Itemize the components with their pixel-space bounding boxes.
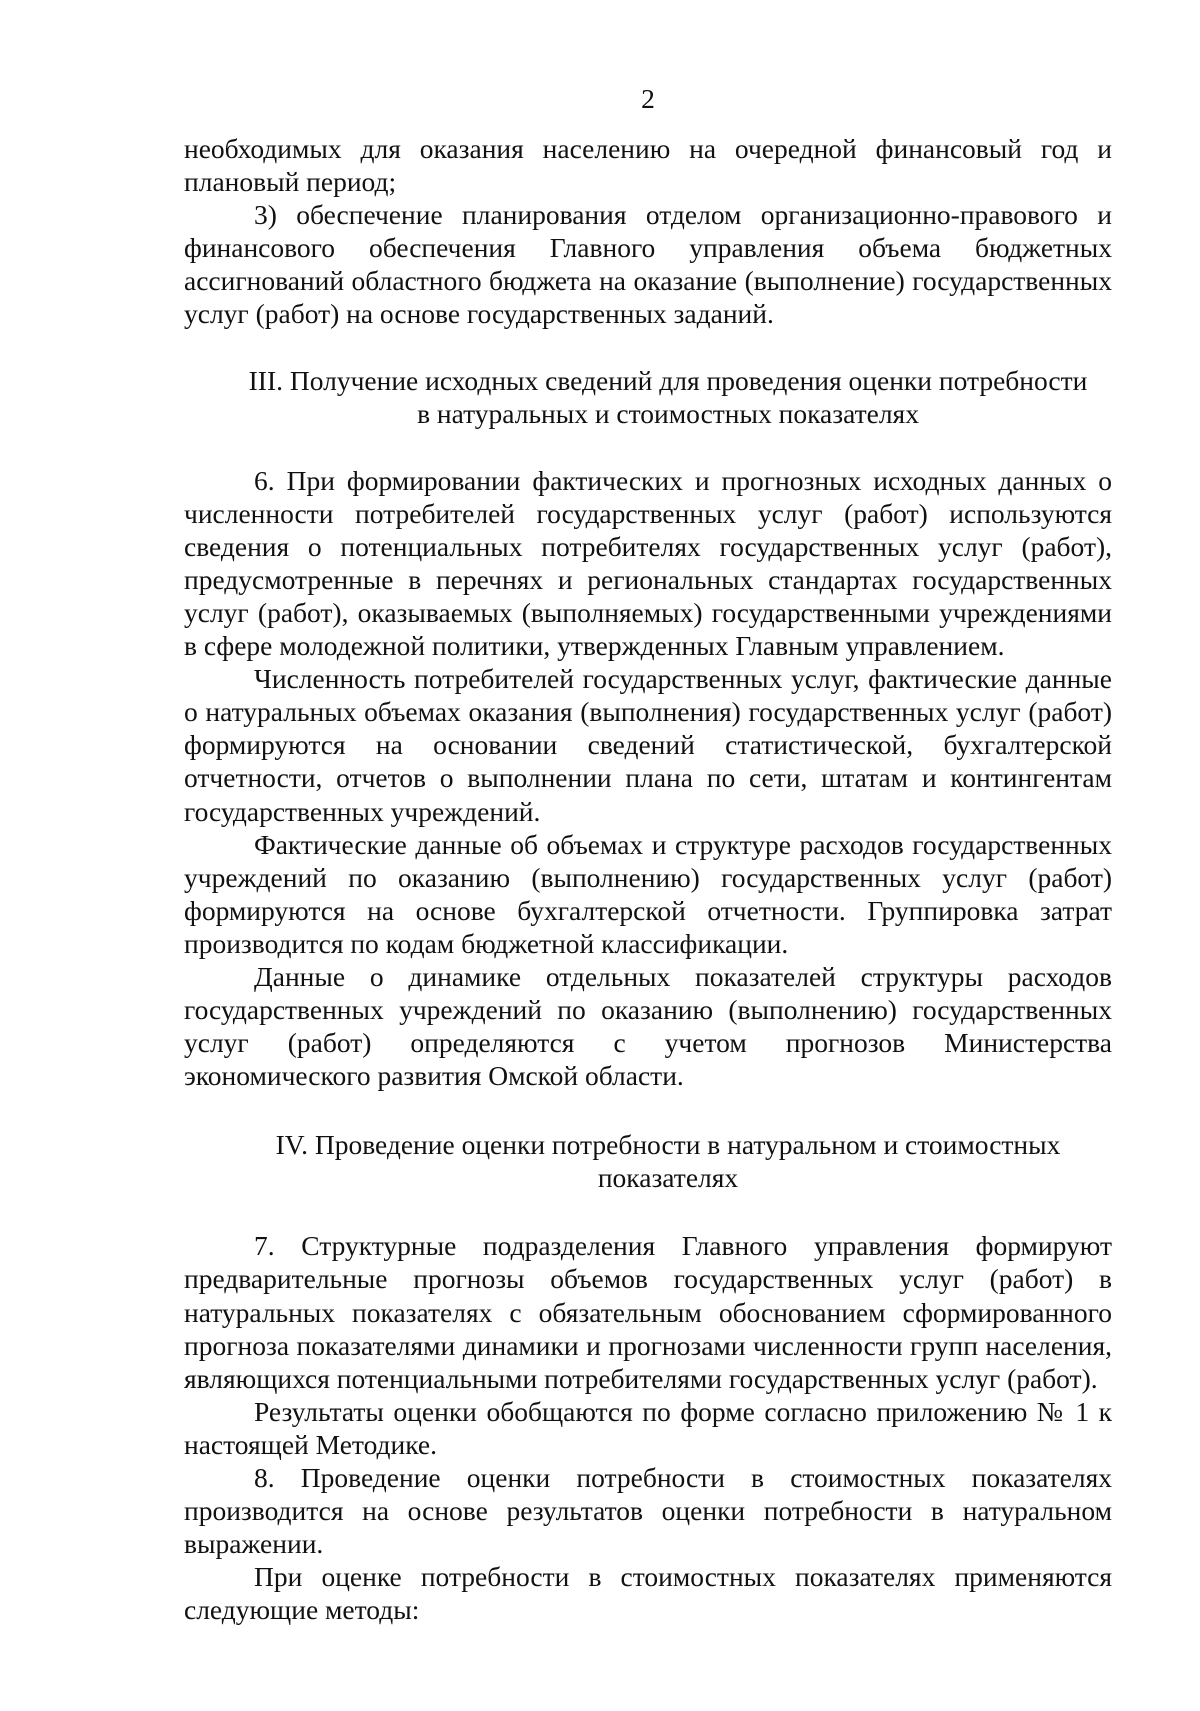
section-heading-line: IV. Проведение оценки потребности в натуральном и стоимостных	[275, 1129, 1061, 1161]
page-number: 2	[641, 83, 655, 114]
paragraph: При оценке потребности в стоимостных показателях применяются следующие методы:	[184, 1561, 1112, 1626]
section-heading	[184, 1128, 1112, 1194]
document-body	[184, 132, 1112, 1626]
section-heading-line: III. Получение исходных сведений для проведения оценки потребности	[248, 364, 1088, 396]
paragraph: 8. Проведение оценки потребности в стоимостных показателях производится на основе результатов оценки потребности в натуральном выражении.	[184, 1462, 1112, 1560]
paragraph: необходимых для оказания населению на очередной финансовый год и плановый период;	[184, 133, 1112, 198]
paragraph: 3) обеспечение планирования отделом организационно-правового и финансового обеспечения Главного управления объема бюджетных ассигнований областного бюджета на оказание (выполнение) государственных услуг (работ) на основе государственных заданий.	[184, 199, 1112, 330]
section-heading	[184, 364, 1112, 430]
paragraph: Результаты оценки обобщаются по форме согласно приложению № 1 к настоящей Методике.	[184, 1395, 1112, 1460]
paragraph: 7. Структурные подразделения Главного управления формируют предварительные прогнозы объемов государственных услуг (работ) в натуральных показателях с обязательным обоснованием сформированного прогноза показателями динамики и прогнозами численности групп населения, являющихся потенциальными потребителями государственных услуг (работ).	[184, 1230, 1112, 1394]
paragraph: Фактические данные об объемах и структуре расходов государственных учреждений по оказанию (выполнению) государственных услуг (работ) формируются на основе бухгалтерской отчетности. Группировка затрат производится по кодам бюджетной классификации.	[184, 828, 1112, 959]
paragraph: Данные о динамике отдельных показателей структуры расходов государственных учреждений по оказанию (выполнению) государственных услуг (работ) определяются с учетом прогнозов Министерства экономического развития Омской области.	[184, 960, 1112, 1092]
section-heading-line: в натуральных и стоимостных показателях	[417, 397, 919, 429]
paragraph: Численность потребителей государственных услуг, фактические данные о натуральных объемах оказания (выполнения) государственных услуг (работ) формируются на основании сведений статистической, бухгалтерской отчетности, отчетов о выполнении плана по сети, штатам и контингентам государственных учреждений.	[184, 663, 1112, 827]
section-heading-line: показателях	[597, 1162, 739, 1194]
paragraph: 6. При формировании фактических и прогнозных исходных данных о численности потребителей государственных услуг (работ) используются сведения о потенциальных потребителях государственных услуг (работ), предусмотренные в перечнях и региональных стандартах государственных услуг (работ), оказываемых (выполняемых) государственными учреждениями в сфере молодежной политики, утвержденных Главным управлением.	[184, 464, 1112, 662]
